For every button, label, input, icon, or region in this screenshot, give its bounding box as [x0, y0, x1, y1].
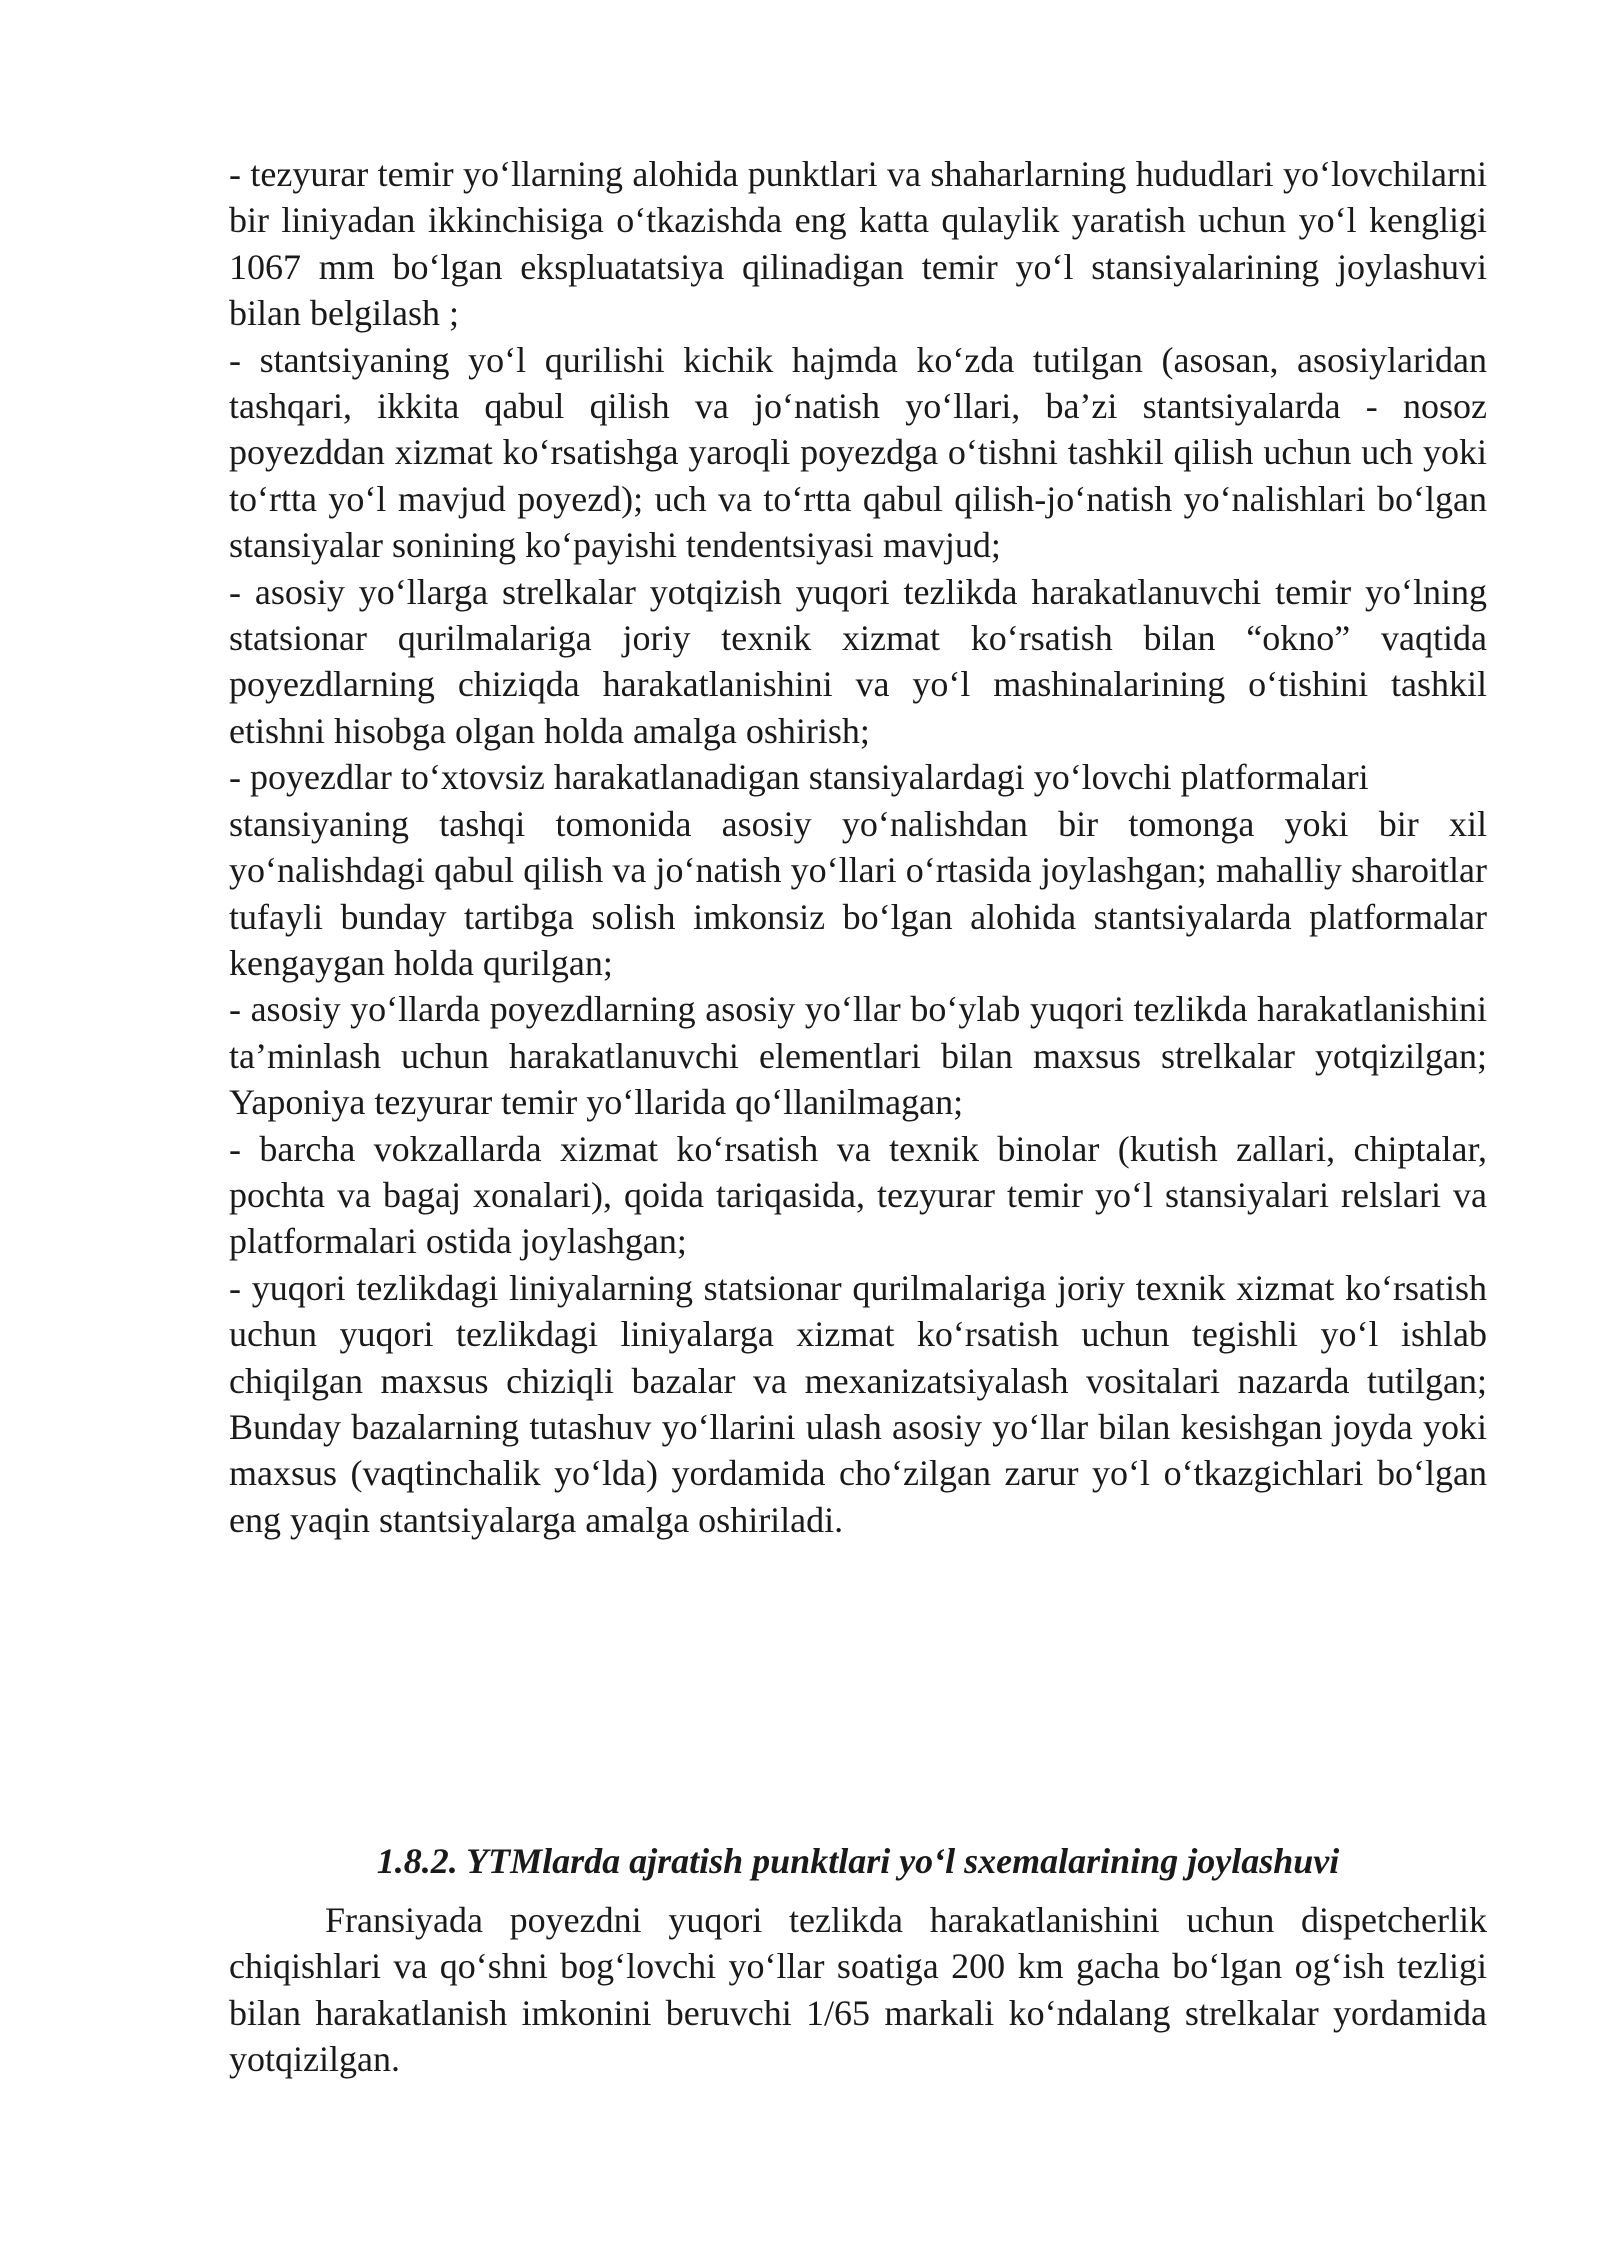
- paragraph-station-buildings: - barcha vokzallarda xizmat ko‘rsatish va texnik binolar (kutish zallari, chiptalar, pochta va bagaj xonalari), qoida tariqasida, tezyurar temir yo‘l stansiyalari relslari va platformalari ostida joylashgan;: [229, 1128, 1487, 1262]
- paragraph-special-switches: - asosiy yo‘llarda poyezdlarning asosiy yo‘llar bo‘ylab yuqori tezlikda harakatlanishini ta’minlash uchun harakatlanuvchi elementlari bilan maxsus strelkalar yotqizilgan; Yaponiya tezyurar temir yo‘llarida qo‘llanilmagan;: [229, 989, 1487, 1123]
- section-paragraph: Fransiyada poyezdni yuqori tezlikda harakatlanishini uchun dispetcherlik chiqishlari va qo‘shni bog‘lovchi yo‘llar soatiga 200 km gacha bo‘lgan og‘ish tezligi bilan harakatlanish imkonini beruvchi 1/65 markali ko‘ndalang strelkalar yordamida yotqizilgan.: [229, 1900, 1487, 2080]
- section-heading: 1.8.2. YTMlarda ajratish punktlari yo‘l sxemalarining joylashuvi: [376, 1841, 1340, 1881]
- paragraph-switch-laying: - asosiy yo‘llarga strelkalar yotqizish yuqori tezlikda harakatlanuvchi temir yo‘lning statsionar qurilmalariga joriy texnik xizmat ko‘rsatish bilan “okno” vaqtida poyezdlarning chiziqda harakatlanishini va yo‘l mashinalarining o‘tishini tashkil etishni hisobga olgan holda amalga oshirish;: [229, 571, 1487, 751]
- paragraph-passenger-platforms: - poyezdlar to‘xtovsiz harakatlanadigan stansiyalardagi yo‘lovchi platformalari: [229, 757, 1369, 798]
- paragraph-station-track-layout: - stantsiyaning yo‘l qurilishi kichik hajmda ko‘zda tutilgan (asosan, asosiylaridan tashqari, ikkita qabul qilish va jo‘natish yo‘llari, ba’zi stantsiyalarda - nosoz poyezddan xizmat ko‘rsatishga yaroqli poyezdga o‘tishni tashkil qilish uchun uch yoki to‘rtta yo‘l mavjud poyezd); uch va to‘rtta qabul qilish-jo‘natish yo‘nalishlari bo‘lgan stansiyalar sonining ko‘payishi tendentsiyasi mavjud;: [229, 339, 1487, 566]
- paragraph-maintenance-bases: - yuqori tezlikdagi liniyalarning statsionar qurilmalariga joriy texnik xizmat ko‘rsatish uchun yuqori tezlikdagi liniyalarga xizmat ko‘rsatish uchun tegishli yo‘l ishlab chiqilgan maxsus chiziqli bazalar va mexanizatsiyalash vositalari nazarda tutilgan; Bunday bazalarning tutashuv yo‘llarini ulash asosiy yo‘llar bilan kesishgan joyda yoki maxsus (vaqtinchalik yo‘lda) yordamida cho‘zilgan zarur yo‘l o‘tkazgichlari bo‘lgan eng yaqin stantsiyalarga amalga oshiriladi.: [229, 1267, 1487, 1540]
- paragraph-high-speed-stations: - tezyurar temir yo‘llarning alohida punktlari va shaharlarning hududlari yo‘lovchilarni bir liniyadan ikkinchisiga o‘tkazishda eng katta qulaylik yaratish uchun yo‘l kengligi 1067 mm bo‘lgan ekspluatatsiya qilinadigan temir yo‘l stansiyalarining joylashuvi bilan belgilash ;: [229, 154, 1487, 334]
- document-body: [229, 151, 1487, 1543]
- paragraph-platform-location: stansiyaning tashqi tomonida asosiy yo‘nalishdan bir tomonga yoki bir xil yo‘nalishdagi qabul qilish va jo‘natish yo‘llari o‘rtasida joylashgan; mahalliy sharoitlar tufayli bunday tartibga solish imkonsiz bo‘lgan alohida stantsiyalarda platformalar kengaygan holda qurilgan;: [229, 803, 1487, 983]
